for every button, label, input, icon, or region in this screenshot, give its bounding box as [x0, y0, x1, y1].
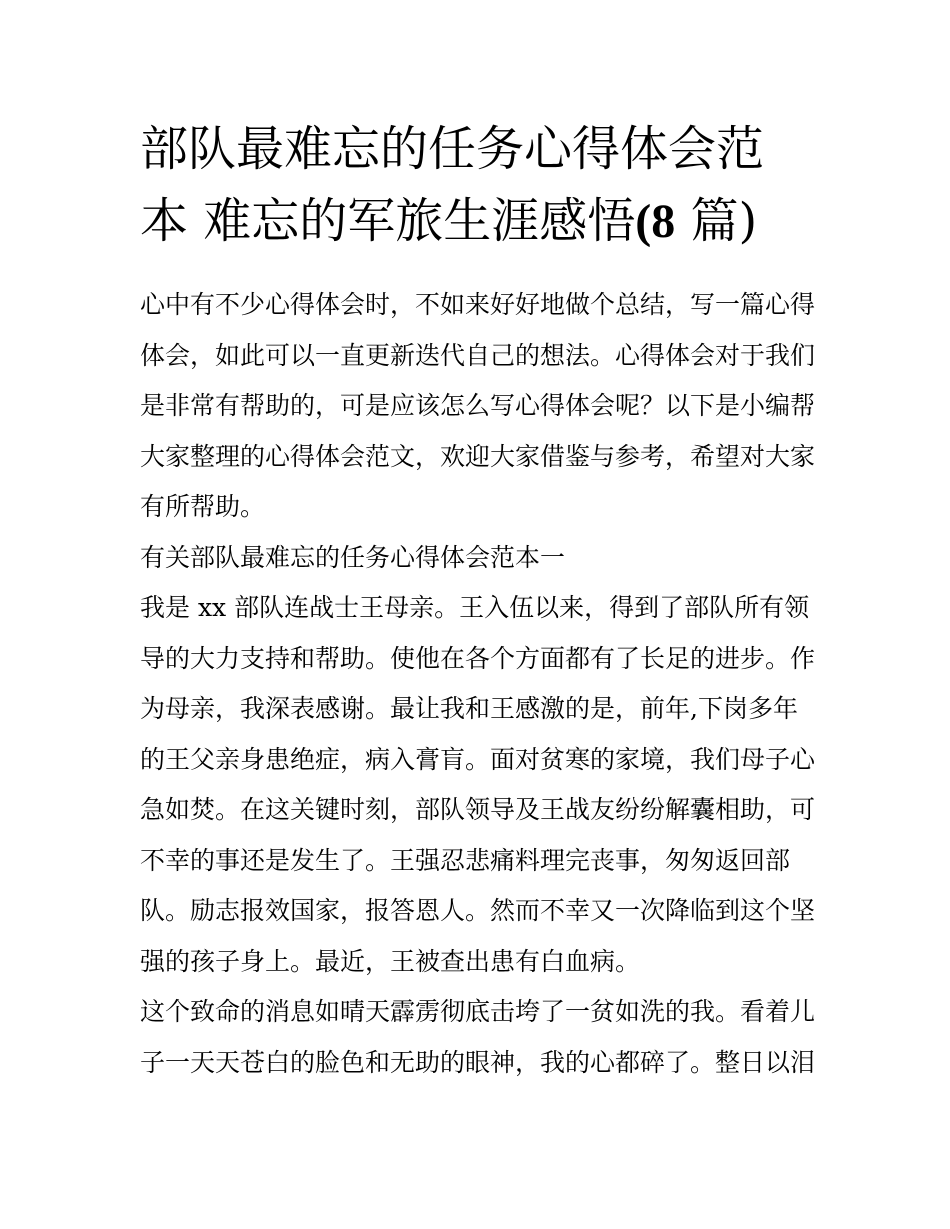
- title-count-open: (8: [635, 195, 676, 248]
- paragraph-line: 为母亲，我深表感谢。最让我和王感激的是，前年,下岗多年: [140, 694, 798, 723]
- paragraph-line: 导的大力支持和帮助。使他在各个方面都有了长足的进步。作: [140, 643, 816, 673]
- document-body: [140, 280, 830, 1088]
- paragraph-line: 不幸的事还是发生了。王强忍悲痛料理完丧事，匆匆返回部: [140, 845, 791, 875]
- paragraph-line: 的王父亲身患绝症，病入膏肓。面对贫寒的家境，我们母子心: [140, 744, 816, 774]
- paragraph-line: 子一天天苍白的脸色和无助的眼神，我的心都碎了。整日以泪: [140, 1047, 816, 1077]
- paragraph-line: 是非常有帮助的，可是应该怎么写心得体会呢？以下是小编帮: [140, 391, 816, 420]
- body-paragraph: [140, 987, 830, 1088]
- paragraph-line: 我是 xx 部队连战士王母亲。王入伍以来，得到了部队所有领: [140, 593, 810, 622]
- paragraph-line: 大家整理的心得体会范文，欢迎大家借鉴与参考，希望对大家: [140, 441, 816, 471]
- paragraph-line: 有所帮助。: [140, 492, 266, 521]
- paragraph-line: 强的孩子身上。最近，王被查出患有白血病。: [140, 946, 641, 976]
- paragraph-line: 心中有不少心得体会时，不如来好好地做个总结，写一篇心得: [140, 290, 816, 319]
- section-heading-text: 有关部队最难忘的任务心得体会范本一: [140, 542, 566, 572]
- paragraph-line: 这个致命的消息如晴天霹雳彻底击垮了一贫如洗的我。看着儿: [140, 997, 816, 1026]
- paragraph-line: 队。励志报效国家，报答恩人。然而不幸又一次降临到这个坚: [140, 896, 816, 925]
- document-title: [140, 113, 830, 258]
- title-line-2: [140, 185, 830, 258]
- intro-paragraph: [140, 280, 830, 533]
- paragraph-line: 体会，如此可以一直更新迭代自己的想法。心得体会对于我们: [140, 340, 816, 370]
- paragraph-line: 急如焚。在这关键时刻，部队领导及王战友纷纷解囊相助，可: [140, 795, 816, 824]
- title-line-1: 部队最难忘的任务心得体会范: [140, 121, 765, 177]
- title-count-close: 篇): [675, 193, 758, 249]
- section-heading: [140, 533, 830, 584]
- title-line-2-text: 本 难忘的军旅生涯感悟: [140, 193, 636, 249]
- body-paragraph: [140, 583, 830, 987]
